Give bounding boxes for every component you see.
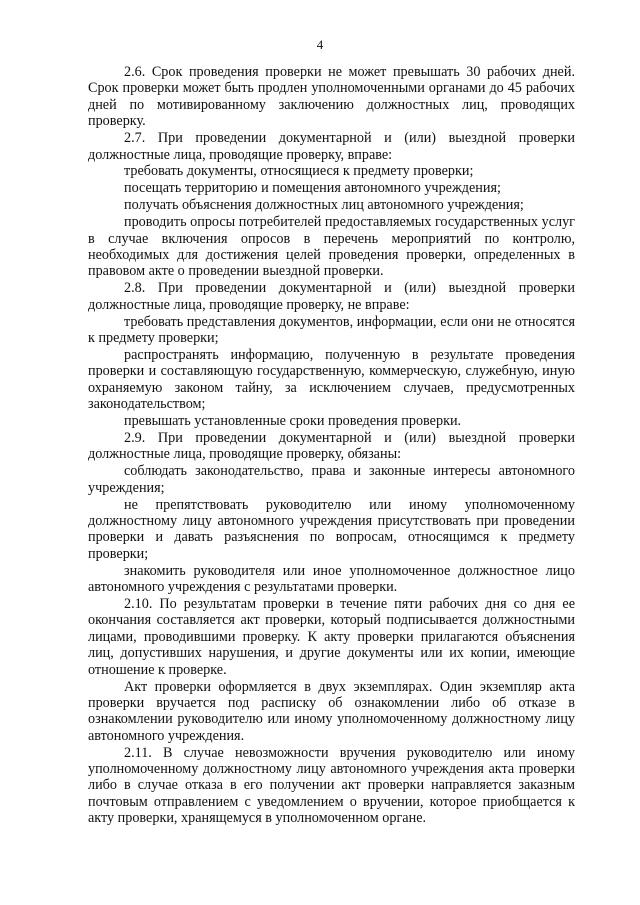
paragraph-2-9-item-2: не препятствовать руководителю или иному уполномоченному должностному лицу автономного учреждения присутствовать при проведении проверки и давать разъяснения по вопросам, относящимся к предмету проверки; (88, 496, 575, 562)
paragraph-2-10-act: Акт проверки оформляется в двух экземплярах. Один экземпляр акта проверки вручается под расписку об ознакомлении либо об отказе в ознакомлении руководителю или иному уполномоченному должностному лицу автономного учреждения. (88, 678, 575, 744)
document-body (88, 64, 575, 827)
paragraph-2-9-item-3: знакомить руководителя или иное уполномоченное должностное лицо автономного учреждения с результатами проверки. (88, 562, 575, 596)
paragraph-2-7-item-4: проводить опросы потребителей предоставляемых государственных услуг в случае включения опросов в перечень мероприятий по контролю, необходимых для достижения целей проведения проверки, определенных в правовом акте о проведении выездной проверки. (88, 214, 575, 280)
paragraph-2-7: 2.7. При проведении документарной и (или) выездной проверки должностные лица, проводящие проверку, вправе: (88, 130, 575, 163)
paragraph-2-8-item-3: превышать установленные сроки проведения проверки. (124, 413, 462, 430)
paragraph-2-8-item-2: распространять информацию, полученную в результате проведения проверки и составляющую государственную, коммерческую, служебную, иную охраняемую законом тайну, за исключением случаев, предусмотренных законодательством; (88, 346, 575, 413)
paragraph-2-6: 2.6. Срок проведения проверки не может превышать 30 рабочих дней. Срок проверки может быть продлен уполномоченными органами до 45 рабочих дней по мотивированному заключению должностных лиц, проводящих проверку. (88, 64, 575, 130)
paragraph-2-8-item-1: требовать представления документов, информации, если они не относятся к предмету проверки; (88, 313, 575, 346)
paragraph-2-7-item-1: требовать документы, относящиеся к предмету проверки; (124, 163, 474, 180)
paragraph-2-7-item-2: посещать территорию и помещения автономного учреждения; (124, 180, 501, 197)
paragraph-2-7-item-3: получать объяснения должностных лиц автономного учреждения; (124, 197, 524, 214)
page-number: 4 (316, 37, 324, 52)
paragraph-2-9-item-1: соблюдать законодательство, права и законные интересы автономного учреждения; (88, 463, 575, 496)
paragraph-2-11: 2.11. В случае невозможности вручения руководителю или иному уполномоченному должностному лицу автономного учреждения акта проверки либо в случае отказа в его получении акт проверки направляется заказным почтовым отправлением с уведомлением о вручении, которое приобщается к акту проверки, хранящемуся в уполномоченном органе. (88, 744, 575, 827)
paragraph-2-9: 2.9. При проведении документарной и (или) выездной проверки должностные лица, проводящие проверку, обязаны: (88, 429, 575, 463)
paragraph-2-8: 2.8. При проведении документарной и (или) выездной проверки должностные лица, проводящие проверку, не вправе: (88, 280, 575, 313)
paragraph-2-10: 2.10. По результатам проверки в течение пяти рабочих дня со дня ее окончания составляется акт проверки, который подписывается должностными лицами, проводившими проверку. К акту проверки прилагаются объяснения лиц, допустивших нарушения, и другие документы или их копии, имеющие отношение к проверке. (88, 596, 575, 678)
